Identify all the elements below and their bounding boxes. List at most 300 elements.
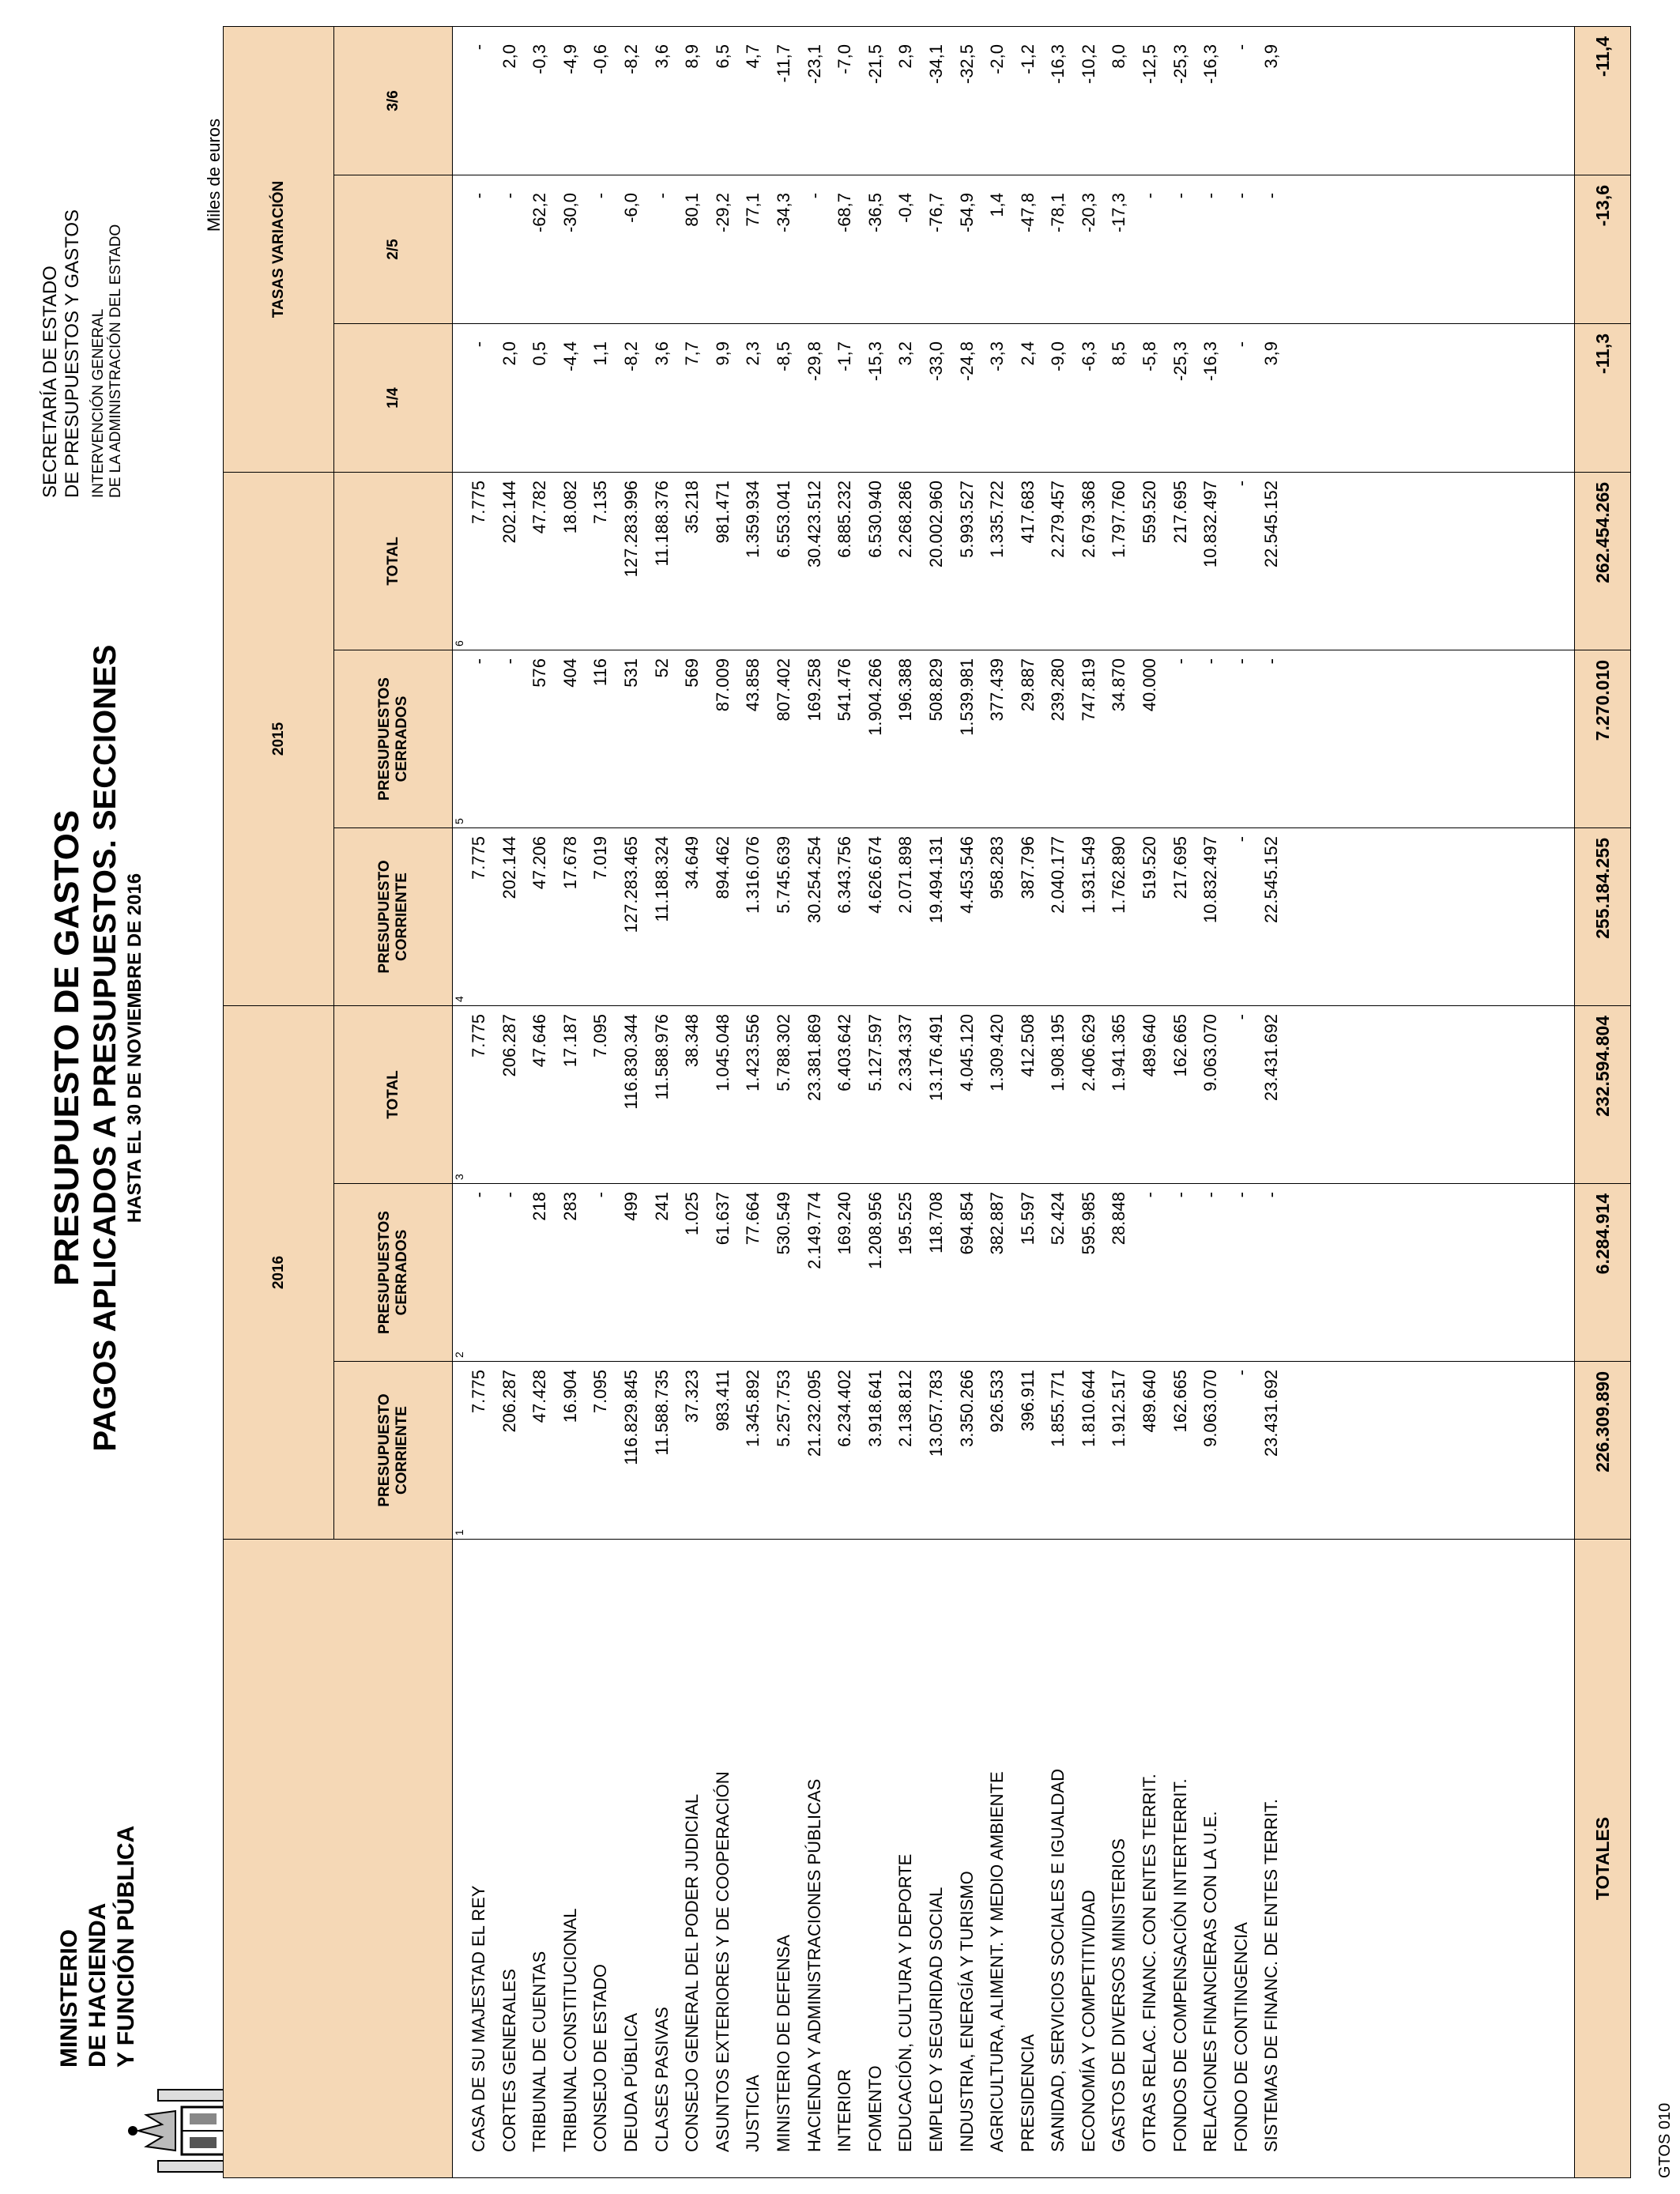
table-cell: - — [1139, 192, 1160, 199]
section-name: GASTOS DE DIVERSOS MINISTERIOS — [1109, 1838, 1129, 2152]
table-cell: -1,2 — [1017, 43, 1038, 74]
table-cell: - — [469, 341, 488, 348]
table-cell: 559.520 — [1139, 480, 1160, 544]
section-name: ASUNTOS EXTERIORES Y DE COOPERACIÓN — [712, 1771, 733, 2152]
table-cell: 16.904 — [559, 1370, 580, 1423]
section-name: INDUSTRIA, ENERGÍA Y TURISMO — [956, 1871, 977, 2152]
table-cell: 508.829 — [925, 658, 946, 722]
table-cell: 377.439 — [987, 658, 1008, 722]
table-cell: 15.597 — [1017, 1192, 1038, 1246]
table-cell: -36,5 — [864, 192, 885, 233]
table-cell: -6,0 — [620, 192, 641, 223]
section-name: CONSEJO GENERAL DEL PODER JUDICIAL — [682, 1793, 703, 2152]
table-cell: -0,4 — [895, 192, 916, 223]
table-cell: 239.280 — [1048, 658, 1068, 722]
table-cell: -2,0 — [987, 43, 1008, 74]
table-cell: 30.254.254 — [804, 835, 824, 924]
table-cell: -4,4 — [559, 341, 580, 371]
table-cell: -33,0 — [925, 341, 946, 382]
table-cell: -8,2 — [620, 341, 641, 371]
table-cell: -1,7 — [834, 341, 855, 371]
total-t36: -11,4 — [1575, 26, 1631, 175]
table-cell: 0,5 — [529, 341, 550, 366]
column-number: 5 — [453, 818, 465, 824]
table-cell: 5.993.527 — [956, 480, 977, 558]
column-number: 2 — [453, 1351, 465, 1358]
section-name: SISTEMAS DE FINANC. DE ENTES TERRIT. — [1261, 1799, 1282, 2152]
section-name: FONDO DE CONTINGENCIA — [1230, 1922, 1251, 2152]
table-cell: -34,3 — [773, 192, 793, 233]
table-cell: -62,2 — [529, 192, 550, 233]
table-cell: 2,3 — [743, 341, 763, 366]
table-cell: 3,6 — [651, 43, 672, 69]
table-cell: 11.588.735 — [651, 1370, 672, 1456]
table-cell: 1.855.771 — [1048, 1370, 1068, 1447]
table-cell: 17.187 — [559, 1013, 580, 1068]
table-cell: - — [1261, 658, 1282, 665]
table-cell: 1.797.760 — [1109, 480, 1129, 558]
table-cell: 52.424 — [1048, 1192, 1068, 1246]
section-name: CORTES GENERALES — [499, 1969, 519, 2152]
section-name: AGRICULTURA, ALIMENT. Y MEDIO AMBIENTE — [987, 1771, 1008, 2152]
table-cell: 2,9 — [895, 43, 916, 69]
table-cell: 4.453.546 — [956, 835, 977, 914]
section-header-cell — [224, 1540, 453, 2178]
table-cell: -5,8 — [1139, 341, 1160, 371]
table-cell: 747.819 — [1078, 658, 1098, 722]
col-t36 — [453, 26, 1575, 175]
table-cell: -23,1 — [804, 43, 824, 85]
table-cell: 34.649 — [682, 835, 703, 890]
issuer-block — [40, 119, 125, 498]
table-cell: 2,4 — [1017, 341, 1038, 366]
table-cell: -16,3 — [1200, 43, 1221, 85]
table-cell: - — [1170, 658, 1190, 665]
table-cell: 7.095 — [590, 1013, 611, 1058]
section-name: CONSEJO DE ESTADO — [590, 1964, 611, 2152]
total-c4: 255.184.255 — [1575, 827, 1631, 1005]
intervencion-line: INTERVENCIÓN GENERAL — [90, 308, 107, 498]
table-cell: - — [590, 1192, 611, 1198]
total-t25: -13,6 — [1575, 175, 1631, 323]
table-cell: 4.045.120 — [956, 1013, 977, 1091]
table-cell: 40.000 — [1139, 658, 1160, 712]
table-cell: 116 — [590, 658, 611, 687]
table-cell: 926.533 — [987, 1370, 1008, 1433]
table-cell: 417.683 — [1017, 480, 1038, 544]
table-cell: - — [499, 1192, 519, 1198]
col-corriente-2015: PRESUPUESTO CORRIENTE — [334, 827, 453, 1005]
table-cell: -47,8 — [1017, 192, 1038, 233]
table-cell: - — [1200, 1192, 1221, 1198]
section-name: EMPLEO Y SEGURIDAD SOCIAL — [925, 1887, 946, 2152]
table-cell: - — [1139, 1192, 1160, 1198]
table-cell: 1.931.549 — [1078, 835, 1098, 914]
table-cell: 80,1 — [682, 192, 703, 227]
table-cell: 61.637 — [712, 1192, 733, 1246]
table-cell: 116.830.344 — [620, 1013, 641, 1110]
section-name: FONDOS DE COMPENSACIÓN INTERTERRIT. — [1170, 1778, 1190, 2152]
table-cell: 38.348 — [682, 1013, 703, 1068]
table-cell: 6,5 — [712, 43, 733, 69]
table-cell: - — [469, 658, 488, 665]
table-cell: 6.885.232 — [834, 480, 855, 558]
section-name: HACIENDA Y ADMINISTRACIONES PÚBLICAS — [804, 1778, 824, 2152]
table-cell: 169.240 — [834, 1192, 855, 1255]
table-cell: -8,5 — [773, 341, 793, 371]
table-cell: 127.283.996 — [620, 480, 641, 578]
units-label: Miles de euros — [204, 119, 224, 232]
table-cell: 489.640 — [1139, 1370, 1160, 1433]
table-cell: -6,3 — [1078, 341, 1098, 371]
section-name: MINISTERIO DE DEFENSA — [773, 1934, 793, 2152]
col-tasa-3-6: 3/6 — [334, 26, 453, 175]
table-cell: -3,3 — [987, 341, 1008, 371]
table-cell: 1.904.266 — [864, 658, 885, 736]
column-number: 4 — [453, 996, 465, 1002]
section-name: OTRAS RELAC. FINANC. CON ENTES TERRIT. — [1139, 1774, 1160, 2152]
table-cell: 3,9 — [1261, 341, 1282, 366]
table-cell: 1.345.892 — [743, 1370, 763, 1447]
table-cell: 8,0 — [1109, 43, 1129, 69]
table-cell: 5.788.302 — [773, 1013, 793, 1091]
table-cell: 77.664 — [743, 1192, 763, 1246]
table-cell: - — [651, 192, 672, 199]
table-cell: 11.188.324 — [651, 835, 672, 922]
table-cell: -25,3 — [1170, 43, 1190, 85]
table-cell: 116.829.845 — [620, 1370, 641, 1465]
table-cell: 6.234.402 — [834, 1370, 855, 1447]
table-cell: - — [1261, 192, 1282, 199]
table-cell: 1,1 — [590, 341, 611, 366]
table-cell: 1.309.420 — [987, 1013, 1008, 1091]
table-cell: 1.912.517 — [1109, 1370, 1129, 1447]
tasas-header: TASAS VARIACIÓN — [224, 26, 334, 472]
table-cell: - — [1230, 1192, 1251, 1198]
column-number: 3 — [453, 1174, 465, 1180]
table-cell: -8,2 — [620, 43, 641, 74]
table-cell: 47.428 — [529, 1370, 550, 1423]
title-main: PRESUPUESTO DE GASTOS — [47, 809, 86, 1287]
secretaria-line: SECRETARÍA DE ESTADO — [40, 266, 61, 498]
table-cell: 47.646 — [529, 1013, 550, 1068]
table-cell: 1.908.195 — [1048, 1013, 1068, 1091]
total-c5: 7.270.010 — [1575, 650, 1631, 827]
table-cell: 28.848 — [1109, 1192, 1129, 1246]
table-cell: 983.411 — [712, 1370, 733, 1431]
section-name: TRIBUNAL CONSTITUCIONAL — [559, 1908, 580, 2152]
table-cell: - — [1230, 1370, 1251, 1376]
budget-table — [223, 26, 1631, 2178]
table-cell: 2.071.898 — [895, 835, 916, 914]
table-cell: -54,9 — [956, 192, 977, 233]
table-cell: - — [1230, 192, 1251, 199]
table-cell: 162.665 — [1170, 1370, 1190, 1433]
table-cell: 34.870 — [1109, 658, 1129, 712]
table-cell: 127.283.465 — [620, 835, 641, 933]
table-cell: 1.539.981 — [956, 658, 977, 736]
table-cell: 202.144 — [499, 835, 519, 899]
table-cell: 6.403.642 — [834, 1013, 855, 1091]
table-cell: 10.832.497 — [1200, 835, 1221, 924]
col-cerrados-2016: PRESUPUESTOS CERRADOS — [334, 1184, 453, 1362]
table-cell: 4,7 — [743, 43, 763, 69]
table-cell: 2.149.774 — [804, 1192, 824, 1269]
table-cell: -17,3 — [1109, 192, 1129, 233]
col-c6 — [453, 472, 1575, 650]
table-cell: 2.334.337 — [895, 1013, 916, 1091]
section-name: EDUCACIÓN, CULTURA Y DEPORTE — [895, 1853, 916, 2152]
table-cell: 6.530.940 — [864, 480, 885, 558]
section-name: JUSTICIA — [743, 2075, 763, 2152]
table-cell: 7.775 — [469, 835, 488, 880]
table-cell: 11.188.376 — [651, 480, 672, 567]
col-c5 — [453, 650, 1575, 827]
table-cell: 23.431.692 — [1261, 1370, 1282, 1457]
col-t14 — [453, 323, 1575, 472]
table-cell: 43.858 — [743, 658, 763, 712]
ministry-line: Y FUNCIÓN PÚBLICA — [113, 1825, 139, 2068]
table-cell: 489.640 — [1139, 1013, 1160, 1077]
table-cell: 1.335.722 — [987, 480, 1008, 558]
table-cell: - — [499, 658, 519, 665]
table-cell: 382.887 — [987, 1192, 1008, 1255]
table-cell: -78,1 — [1048, 192, 1068, 233]
table-cell: 2.138.812 — [895, 1370, 916, 1447]
table-cell: -32,5 — [956, 43, 977, 85]
table-cell: 412.508 — [1017, 1013, 1038, 1077]
col-c1 — [453, 1362, 1575, 1540]
year-2016-header: 2016 — [224, 1005, 334, 1539]
table-cell: 569 — [682, 658, 703, 688]
table-cell: 3,6 — [651, 341, 672, 366]
table-cell: - — [469, 1192, 488, 1198]
table-cell: 3.918.641 — [864, 1370, 885, 1447]
table-cell: 981.471 — [712, 480, 733, 544]
section-name: FOMENTO — [864, 2065, 885, 2152]
table-cell: 1.423.556 — [743, 1013, 763, 1091]
table-cell: - — [1230, 43, 1251, 51]
table-cell: 118.708 — [925, 1192, 946, 1253]
section-name: CASA DE SU MAJESTAD EL REY — [469, 1885, 488, 2152]
table-cell: -16,3 — [1048, 43, 1068, 85]
table-cell: 595.985 — [1078, 1192, 1098, 1255]
table-cell: 37.323 — [682, 1370, 703, 1423]
table-cell: 18.082 — [559, 480, 580, 534]
table-cell: -0,3 — [529, 43, 550, 74]
section-name: RELACIONES FINANCIERAS CON LA U.E. — [1200, 1811, 1221, 2152]
total-c1: 226.309.890 — [1575, 1362, 1631, 1540]
col-c4 — [453, 827, 1575, 1005]
table-cell: - — [1261, 1192, 1282, 1198]
table-cell: 6.343.756 — [834, 835, 855, 914]
table-cell: -25,3 — [1170, 341, 1190, 382]
table-cell: -29,2 — [712, 192, 733, 233]
col-total-2016: TOTAL — [334, 1005, 453, 1183]
table-cell: 20.002.960 — [925, 480, 946, 568]
table-cell: 162.665 — [1170, 1013, 1190, 1077]
table-cell: 5.257.753 — [773, 1370, 793, 1447]
table-cell: 29.887 — [1017, 658, 1038, 712]
table-cell: 694.854 — [956, 1192, 977, 1255]
table-cell: 87.009 — [712, 658, 733, 712]
table-cell: 7,7 — [682, 341, 703, 366]
table-cell: 1.941.365 — [1109, 1013, 1129, 1091]
table-cell: 1.810.644 — [1078, 1370, 1098, 1447]
table-cell: 530.549 — [773, 1192, 793, 1255]
title-sub: PAGOS APLICADOS A PRESUPUESTOS. SECCIONES — [88, 644, 122, 1452]
col-c3 — [453, 1005, 1575, 1183]
col-t25 — [453, 175, 1575, 323]
table-cell: - — [469, 43, 488, 51]
table-cell: 7.135 — [590, 480, 611, 525]
section-name: CLASES PASIVAS — [651, 2007, 672, 2152]
ministry-name — [55, 1625, 141, 2068]
ministry-line: DE HACIENDA — [85, 1902, 111, 2068]
table-cell: 2.406.629 — [1078, 1013, 1098, 1091]
intervencion-line: DE LA ADMINISTRACIÓN DEL ESTADO — [107, 224, 124, 498]
col-total-2015: TOTAL — [334, 472, 453, 650]
col-tasa-2-5: 2/5 — [334, 175, 453, 323]
table-cell: -12,5 — [1139, 43, 1160, 85]
table-cell: - — [1230, 1013, 1251, 1020]
table-cell: 2,0 — [499, 43, 519, 69]
table-cell: 2.268.286 — [895, 480, 916, 558]
table-cell: 499 — [620, 1192, 641, 1221]
table-cell: 9,9 — [712, 341, 733, 366]
table-cell: -29,8 — [804, 341, 824, 382]
table-cell: 206.287 — [499, 1013, 519, 1077]
col-c2 — [453, 1184, 1575, 1362]
table-cell: -76,7 — [925, 192, 946, 233]
table-cell: - — [1200, 192, 1221, 199]
table-cell: 1,4 — [987, 192, 1008, 217]
col-names — [453, 1540, 1575, 2178]
table-cell: 47.206 — [529, 835, 550, 890]
table-cell: -20,3 — [1078, 192, 1098, 233]
table-cell: 202.144 — [499, 480, 519, 544]
table-cell: 9.063.070 — [1200, 1370, 1221, 1447]
table-cell: -15,3 — [864, 341, 885, 382]
table-cell: 217.695 — [1170, 480, 1190, 544]
table-cell: 22.545.152 — [1261, 835, 1282, 924]
table-cell: 2.040.177 — [1048, 835, 1068, 914]
column-number: 6 — [453, 640, 465, 647]
table-cell: 3,9 — [1261, 43, 1282, 69]
table-cell: - — [1170, 192, 1190, 199]
section-name: PRESIDENCIA — [1017, 2034, 1038, 2152]
table-cell: 1.359.934 — [743, 480, 763, 558]
table-cell: 387.796 — [1017, 835, 1038, 899]
table-cell: 2,0 — [499, 341, 519, 366]
section-name: INTERIOR — [834, 2068, 855, 2152]
table-cell: -9,0 — [1048, 341, 1068, 371]
table-cell: 7.095 — [590, 1370, 611, 1414]
table-cell: 576 — [529, 658, 550, 688]
table-cell: 8,9 — [682, 43, 703, 69]
section-name: TRIBUNAL DE CUENTAS — [529, 1951, 550, 2152]
table-cell: -7,0 — [834, 43, 855, 74]
table-cell: -30,0 — [559, 192, 580, 233]
table-cell: 52 — [651, 658, 672, 678]
table-cell: 7.775 — [469, 1013, 488, 1058]
total-c2: 6.284.914 — [1575, 1184, 1631, 1362]
table-cell: 541.476 — [834, 658, 855, 722]
table-cell: 17.678 — [559, 835, 580, 890]
table-cell: 47.782 — [529, 480, 550, 534]
table-cell: -68,7 — [834, 192, 855, 233]
table-cell: 5.745.639 — [773, 835, 793, 914]
table-cell: -24,8 — [956, 341, 977, 382]
table-cell: 22.545.152 — [1261, 480, 1282, 568]
section-name: ECONOMÍA Y COMPETITIVIDAD — [1078, 1890, 1098, 2152]
section-name: DEUDA PÚBLICA — [620, 2012, 641, 2152]
table-cell: - — [1230, 341, 1251, 348]
table-cell: -4,9 — [559, 43, 580, 74]
table-cell: 3,2 — [895, 341, 916, 366]
table-cell: 5.127.597 — [864, 1013, 885, 1091]
total-c6: 262.454.265 — [1575, 472, 1631, 650]
col-corriente-2016: PRESUPUESTO CORRIENTE — [334, 1362, 453, 1540]
table-cell: -21,5 — [864, 43, 885, 85]
col-cerrados-2015: PRESUPUESTOS CERRADOS — [334, 650, 453, 827]
table-cell: 1.025 — [682, 1192, 703, 1236]
table-cell: 217.695 — [1170, 835, 1190, 899]
table-cell: 196.388 — [895, 658, 916, 722]
table-cell: 23.381.869 — [804, 1013, 824, 1102]
table-cell: 10.832.497 — [1200, 480, 1221, 568]
table-cell: 2.679.368 — [1078, 480, 1098, 558]
table-cell: 13.057.783 — [925, 1370, 946, 1457]
table-cell: -10,2 — [1078, 43, 1098, 85]
secretaria-line: DE PRESUPUESTOS Y GASTOS — [62, 209, 83, 498]
year-2015-header: 2015 — [224, 472, 334, 1005]
report-title — [47, 534, 147, 1562]
table-cell: 7.775 — [469, 480, 488, 525]
table-cell: - — [1230, 480, 1251, 487]
col-tasa-1-4: 1/4 — [334, 323, 453, 472]
table-cell: 206.287 — [499, 1370, 519, 1433]
table-cell: 4.626.674 — [864, 835, 885, 914]
table-cell: 195.525 — [895, 1192, 916, 1255]
table-cell: 1.045.048 — [712, 1013, 733, 1091]
table-cell: 77,1 — [743, 192, 763, 227]
table-cell: 241 — [651, 1192, 672, 1221]
table-cell: 1.208.956 — [864, 1192, 885, 1269]
table-cell: 30.423.512 — [804, 480, 824, 568]
table-cell: 404 — [559, 658, 580, 688]
table-cell: 958.283 — [987, 835, 1008, 899]
total-t14: -11,3 — [1575, 323, 1631, 472]
ministry-line: MINISTERIO — [56, 1928, 82, 2068]
table-cell: 807.402 — [773, 658, 793, 722]
footer-code: GTOS 010 — [1656, 2102, 1674, 2178]
table-cell: 8,5 — [1109, 341, 1129, 366]
table-cell: - — [804, 192, 824, 199]
table-cell: - — [1200, 658, 1221, 665]
table-cell: 23.431.692 — [1261, 1013, 1282, 1102]
table-cell: 283 — [559, 1192, 580, 1221]
table-cell: 396.911 — [1017, 1370, 1038, 1431]
table-cell: -0,6 — [590, 43, 611, 74]
section-name: SANIDAD, SERVICIOS SOCIALES E IGUALDAD — [1048, 1769, 1068, 2152]
table-cell: 19.494.131 — [925, 835, 946, 924]
table-cell: - — [469, 192, 488, 199]
table-cell: 3.350.266 — [956, 1370, 977, 1447]
table-cell: -11,7 — [773, 43, 793, 83]
table-cell: 6.553.041 — [773, 480, 793, 558]
table-cell: 1.316.076 — [743, 835, 763, 914]
